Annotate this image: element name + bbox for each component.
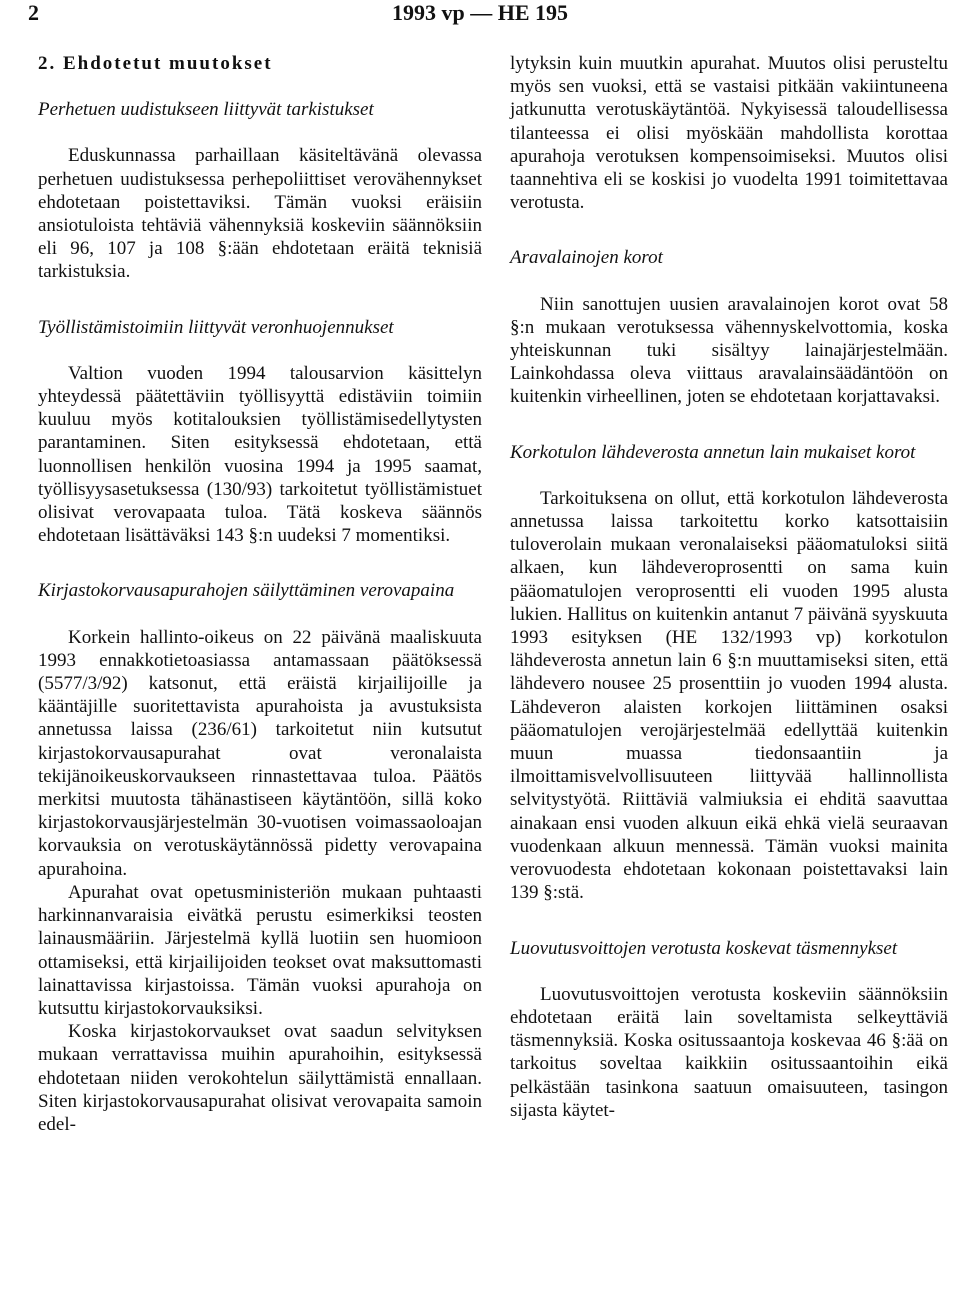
running-head: 1993 vp — HE 195 <box>391 0 569 25</box>
paragraph-continued: lytyksin kuin muutkin apurahat. Muutos olisi perusteltu myös sen vuoksi, että se vastaisi pitkään vakiintuneena jatkunutta verotuskäytäntöä. Nykyisessä taloudellisessa tilanteessa ei olisi myöskään mahdollista korottaa apurahoja verotuksen kompensoimiseksi. Muutos olisi taannehtiva eli se koskisi jo vuodelta 1991 toimitettavaa verotusta. <box>510 53 948 214</box>
subheading-perhetuki: Perhetuen uudistukseen liittyvät tarkistukset <box>38 99 374 121</box>
subheading-aravalainat: Aravalainojen korot <box>510 247 663 269</box>
subheading-luovutusvoitot: Luovutusvoittojen verotusta koskevat täsmennykset <box>510 937 898 959</box>
right-column <box>510 52 948 1122</box>
subheading-tyollistaminen: Työllistämistoimiin liittyvät veronhuojennukset <box>38 316 394 338</box>
paragraph: Koska kirjastokorvaukset ovat saadun selvityksen mukaan verrattavissa muihin apurahoihin, esityksessä ehdotetaan niiden verokohtelun säilyttämistä ennallaan. Siten kirjastokorvausapurahat olisivat verovapaita samoin edel- <box>38 1021 482 1135</box>
paragraph: Tarkoituksena on ollut, että korkotulon lähdeverosta annetussa laissa tarkoitettu korko katsottaisiin tuloverolain mukaan veronalaiseksi pääomatuloksi siitä alkaen, kun lähdeveroprosentti on sama kuin pääomatulojen veroprosentti eli vuoden 1995 alusta lukien. Hallitus on kuitenkin antanut 7 päivänä syyskuuta 1993 esityksen (HE 132/1993 vp) korkotulon lähdeverosta annetun lain 6 §:n muuttamiseksi siten, että lähdevero nousee 25 prosenttiin jo vuoden 1994 alusta. Lähdeveron alaisten korkojen liittäminen osaksi pääomatulojen verojärjestelmää edellyttää kuitenkin muun muassa tiedonsaantiin ja ilmoittamisvelvollisuuteen liittyvää hallinnollista selvitystyötä. Riittäviä valmiuksia ei ehditä saavuttaa ainakaan ensi vuoden alkuun eikä ehkä vielä seuraavan vuodenkaan alkuun mennessä. Tämän vuoksi mainita verovuodesta ehdotetaan kokonaan poistettavaksi lain 139 §:stä. <box>510 487 948 904</box>
page-number: 2 <box>28 0 39 25</box>
paragraph: Valtion vuoden 1994 talousarvion käsittelyn yhteydessä päätettäviin työllisyyttä edistäviin toimiin kuuluu myös kotitalouksien työllistämisedellytysten parantaminen. Siten esityksessä ehdotetaan, että luonnollisen henkilön vuosina 1994 ja 1995 saamat, työllisyysasetuksessa (130/93) tarkoitetut työllistämistuet olisivat verovapaata tuloa. Tätä koskeva säännös ehdotetaan lisättäväksi 143 §:n uudeksi 7 momentiksi. <box>38 362 482 547</box>
paragraph: Apurahat ovat opetusministeriön mukaan puhtaasti harkinnanvaraisia eivätkä perustu esimerkiksi teosten lainausmääriin. Järjestelmä kyllä luotiin sen huomioon ottamiseksi, että kirjailijoiden teokset ovat maksuttomasti lainattavissa kirjastoissa. Tämän vuoksi apurahoja on kutsuttu kirjastokorvauksiksi. <box>38 881 482 1019</box>
section-title: 2. Ehdotetut muutokset <box>38 53 273 74</box>
paragraph: Niin sanottujen uusien aravalainojen korot ovat 58 §:n mukaan verotuksessa vähennyskelvottomia, koska yhteiskunnan tuki sisältyy lainajärjestelmään. Lainkohdassa oleva viittaus aravalainsäädäntöön on kuitenkin virheellinen, joten se ehdotetaan korjattavaksi. <box>510 293 948 408</box>
subheading-kirjastokorvaus: Kirjastokorvausapurahojen säilyttäminen verovapaina <box>38 580 455 602</box>
subheading-korkotulo: Korkotulon lähdeverosta annetun lain mukaiset korot <box>510 441 916 463</box>
paragraph: Korkein hallinto-oikeus on 22 päivänä maaliskuuta 1993 ennakkotietoasiassa antamassaan päätöksessä (5577/3/92) katsonut, että eräistä kirjailijoille ja kääntäjille suoritettavista apurahoista ja avustuksista annetussa laissa (236/61) tarkoitetut niin kutsutut kirjastokorvausapurahat ovat veronalaista tekijänoikeuskorvaukseen rinnastettavaa tuloa. Päätös merkitsi muutosta tähänastiseen käytäntöön, sillä koko kirjastokorvausjärjestelmän 30-vuotisen voimassaoloajan korvauksia on verotuskäytännössä pidetty verovapaina apurahoina. <box>38 626 482 880</box>
paragraph: Luovutusvoittojen verotusta koskeviin säännöksiin ehdotetaan eräitä lain soveltamista selkeyttäviä täsmennyksiä. Koska ositussaantoja koskevaa 46 §:ää on tarkoitus soveltaa kaikkiin ositussaantoihin eikä pelkästään tasinkona saatuun omaisuuteen, tasingon sijasta käytet- <box>510 983 948 1121</box>
page-header <box>0 0 960 40</box>
left-column <box>38 52 482 1136</box>
paragraph: Eduskunnassa parhaillaan käsiteltävänä olevassa perhetuen uudistuksessa perhepoliittiset verovähennykset ehdotetaan poistettaviksi. Tämän vuoksi eräisiin ansiotuloista tehtäviä vähennyksiä koskeviin säännöksiin eli 96, 107 ja 108 §:ään ehdotetaan eräitä teknisiä tarkistuksia. <box>38 145 482 283</box>
